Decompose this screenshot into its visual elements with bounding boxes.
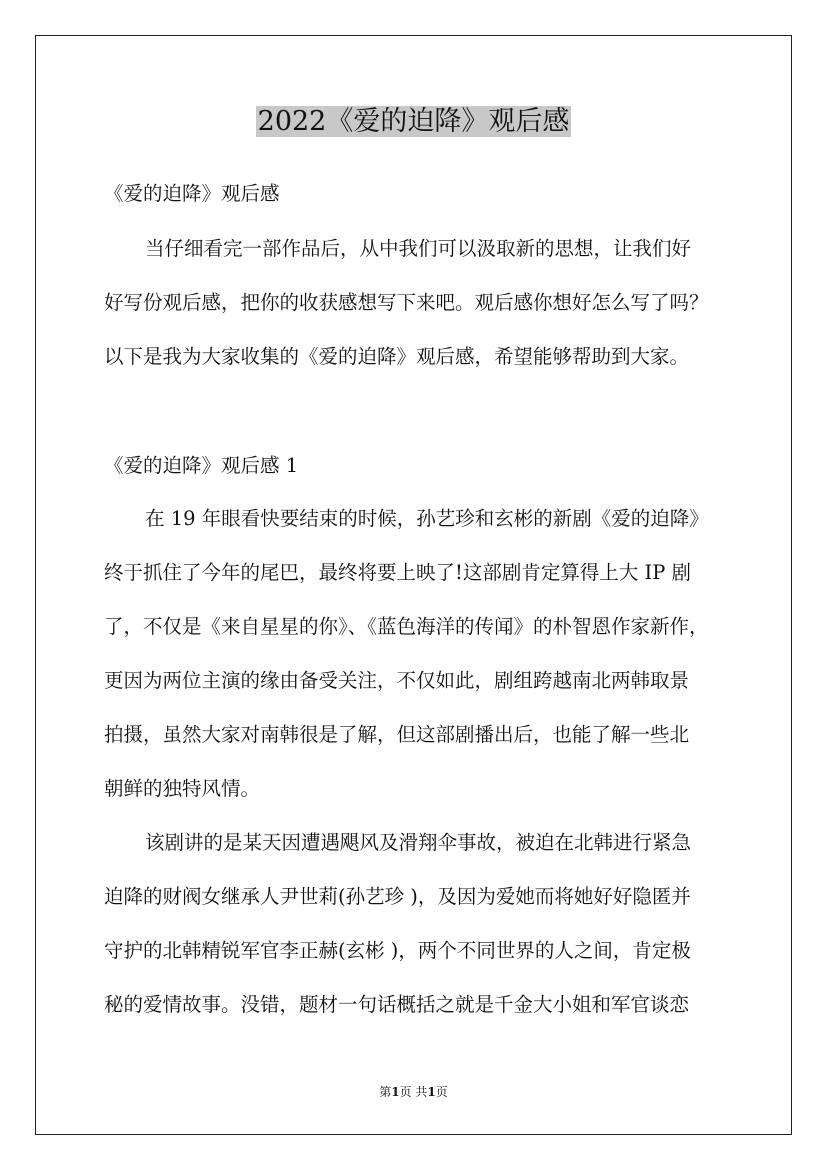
paragraph1-line-6: 朝鲜的独特风情。	[104, 777, 261, 800]
paragraph2-line-2: 迫降的财阀女继承人尹世莉(孙艺珍 )，及因为爱她而将她好好隐匿并	[104, 885, 691, 908]
paragraph1-line-1: 在 19 年眼看快要结束的时候，孙艺珍和玄彬的新剧《爱的迫降》	[145, 507, 709, 530]
intro-line-2: 好写份观后感，把你的收获感想写下来吧。观后感你想好怎么写了吗？	[104, 291, 709, 314]
intro-line-3: 以下是我为大家收集的《爱的迫降》观后感，希望能够帮助到大家。	[104, 345, 690, 368]
paragraph1-line-2: 终于抓住了今年的尾巴，最终将要上映了!这部剧肯定算得上大 IP 剧	[104, 561, 692, 584]
page-mid: 页 共	[399, 1085, 428, 1099]
paragraph1-line-5: 拍摄，虽然大家对南韩很是了解，但这部剧播出后，也能了解一些北	[104, 723, 690, 746]
document-title-text: 2022《爱的迫降》观后感	[257, 106, 570, 137]
intro-line-1: 当仔细看完一部作品后，从中我们可以汲取新的思想，让我们好	[145, 237, 692, 260]
paragraph2-line-1: 该剧讲的是某天因遭遇飓风及滑翔伞事故，被迫在北韩进行紧急	[145, 831, 692, 854]
document-title	[0, 104, 827, 140]
paragraph1-line-4: 更因为两位主演的缘由备受关注，不仅如此，剧组跨越南北两韩取景	[104, 669, 690, 692]
page-current: 1	[391, 1085, 400, 1099]
page-suffix: 页	[435, 1085, 448, 1099]
paragraph2-line-4: 秘的爱情故事。没错，题材一句话概括之就是千金大小姐和军官谈恋	[104, 993, 690, 1016]
page-total: 1	[427, 1085, 436, 1099]
paragraph1-line-3: 了，不仅是《来自星星的你》、《蓝色海洋的传闻》的朴智恩作家新作，	[104, 615, 709, 638]
section-heading: 《爱的迫降》观后感 1	[104, 454, 299, 477]
paragraph2-line-3: 守护的北韩精锐军官李正赫(玄彬 )，两个不同世界的人之间，肯定极	[104, 939, 691, 962]
subtitle: 《爱的迫降》观后感	[104, 182, 280, 205]
page-footer	[0, 1084, 827, 1100]
page-prefix: 第	[379, 1085, 392, 1099]
